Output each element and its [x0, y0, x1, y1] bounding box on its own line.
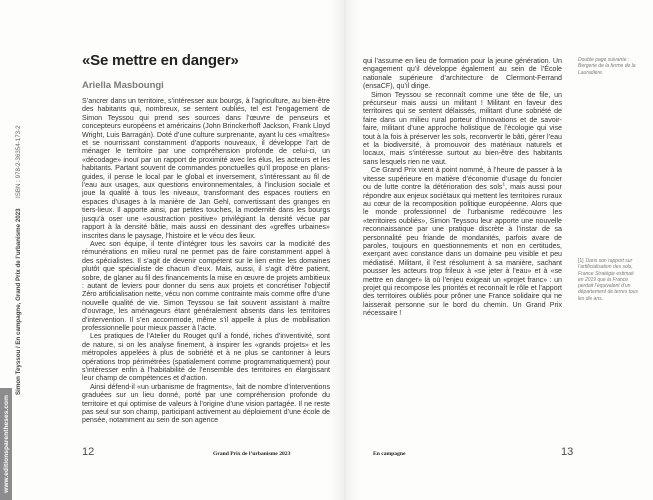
footnote-label: [1] [578, 258, 584, 264]
spine-book-title: Simon Teyssou / En campagne, Grand Prix de l’urbanisme 2023 [15, 208, 22, 395]
body-paragraph: Avec son équipe, il tente d’intégrer tous les savoirs car la modicité des rémunérations en milieu rural ne permet pas de faire constamment appel à des spécialistes. Il s’agit de devenir compétent sur le lien entre les domaines plutôt que spécialiste de chacun d’eux. Mais, aussi, il s’agit d’être patient, sobre, de glaner au fil des financements la mise en œuvre de projets ambitieux : autant de leviers pour donner du sens aux projets et concrétiser l’objectif Zéro artificialisation nette, vécu non comme contrainte mais comme offre d’une nouvelle qualité de vie. Simon Teyssou se fait souvent assistant à maître d’ouvrage, les aménageurs étant généralement absents dans les territoires d’intervention. Il s’en accommode, même s’il appelle à plus de mobilisation professionnelle pour mieux passer à l’acte. [82, 239, 331, 332]
page-number-right: 13 [561, 446, 574, 458]
footnote-reference: 1 [502, 181, 506, 187]
running-footer-left: Grand Prix de l’urbanisme 2023 [213, 451, 291, 457]
publisher-website: www.editionsparentheses.com [2, 395, 10, 493]
chapter-title: «Se mettre en danger» [82, 52, 239, 69]
body-paragraph: Les pratiques de l’Atelier du Rouget qu’il a fondé, riches d’inventivité, sont de nature, si on les analyse finement, à inspirer les «grands projets» et les métropoles appelées à plus de sobriété et à ne plus se cantonner à leurs opérations trop périmétrées (spatialement comme programmatiquement) pour s’intéresser enfin à l’habitabilité de l’ensemble des territoires en élargissant leur champ de compétences et d’action. [82, 332, 330, 383]
left-page-text-column [82, 97, 330, 425]
margin-caption [578, 57, 640, 76]
paragraph-text: , mais aussi pour répondre aux enjeux sociétaux qui mettent les territoires ruraux au cœur de la recomposition politique européenne. Alors que le monde professionnel de l’urbanisme redécouvre les «territoires oubliés», Simon Teyssou leur apporte une nouvelle reconnaissance par une pratique discrète à l’instar de sa personnalité peu friande de mondanités, parfois avare de paroles, toujours en questionnements et non en certitudes, exerçant avec constance dans un domaine peu visible et peu médiatisé. Militant, il l’est résolument à sa manière, sachant pousser les acteurs trop frileux à «se jeter à l’eau» et à «se mettre en danger» là où l’enjeu exigeait un «projet franc» : un projet qui recompose les priorités et reconnaît le rôle et l’apport des territoires oubliés pour prôner une France solidaire qui ne laisserait personne sur le bord du chemin. Un Grand Prix nécessaire ! [363, 183, 562, 318]
chapter-author: Ariella Masboungi [82, 80, 164, 91]
spine-credit [15, 100, 24, 395]
body-paragraph [363, 166, 562, 317]
body-paragraph: Simon Teyssou se reconnaît comme une tête de file, un précurseur mais aussi un militant ! Militant en faveur des territoires qui se sentent délaissés, militant d’une sobriété de faire dans un milieu rural porteur d’innovations et de savoir-faire, militant d’une approche holistique de l’écologie qui vise tout à la fois à préserver les sols, reconvertir le bâti, gérer l’eau et la biodiversité, à promouvoir des matériaux naturels et locaux, mais s’intéresse surtout au bien-être des habitants sans lesquels rien ne vaut. [363, 90, 562, 166]
publisher-website-strip [0, 388, 12, 500]
spine-isbn: ISBN : 978-2-36354-173-2 [15, 125, 22, 198]
body-paragraph: S’ancrer dans un territoire, s’intéresser aux bourgs, à l’agriculture, au bien-être des habitants qui, nombreux, se sentent oubliés, tel est l’engagement de Simon Teyssou qui prend ses sources dans l’œuvre de penseurs et concepteurs européens et américains (John Brinckerhoff Jackson, Frank Lloyd Wright, Luis Barragán). Doté d’une culture surprenante, ayant lu ces «maîtres» et se nourrissant constamment d’apports nouveaux, il développe l’art de ménager le territoire par une compréhension profonde de celui-ci, un «décodage» inouï par un rapport de proximité avec les élus, les acteurs et les habitants. Partant souvent de commandes ponctuelles qu’il propose en plans-guides, il pense le local par le global et inversement, s’intéressant au fil de l’eau aux usages, aux questions environnementales, à l’inclusion sociale et joue la qualité à tous les niveaux, transformant des espaces routiers en espaces d’usages à la manière de Jan Gehl, convertissant des granges en tiers-lieux. Il apporte ainsi, par petites touches, la modernité dans les bourgs jusqu’à oser une «soustraction positive» privilégiant la densité vécue par rapport à la densité bâtie, mais aussi en dessinant des «greffes urbaines» inscrites dans le paysage, l’histoire et le vécu des lieux. [82, 97, 330, 240]
paragraph-text: Ce Grand Prix vient à point nommé, à l’heure de passer à la vitesse supérieure en matière d’économie d’usage du foncier ou de lutte contre la détérioration des sols [363, 166, 562, 192]
margin-footnote [578, 258, 640, 302]
body-paragraph: Ainsi défend-il «un urbanisme de fragments», fait de nombre d’interventions graduées sur un lieu donné, porté par une compréhension profonde du territoire et qui optimise de valeurs à l’origine d’une vision partagée. Il ne reste pas seul sur son champ, participant activement au déploiement d’une école de pensée, notamment au sein de son agence [82, 382, 330, 425]
running-footer-right: En campagne [373, 451, 406, 457]
book-gutter-shadow [330, 0, 360, 500]
margin-caption-text: Double page suivante : Bergerie de la ferme de la Lauradière. [578, 57, 636, 76]
page-number-left: 12 [82, 446, 95, 458]
right-page-text-column [363, 57, 562, 318]
footnote-text: Dans son rapport sur l’artificialisation des sols, France Stratégie estimait en 2019 que la France perdait l’équivalent d’un département de terres tous les dix ans. [578, 258, 639, 302]
body-paragraph: qui l’assume en lieu de formation pour la jeune génération. Un engagement qu’il développe également au sein de l’École nationale supérieure d’architecture de Clermont-Ferrand (ensaCF), qu’il dirige. [363, 57, 562, 91]
